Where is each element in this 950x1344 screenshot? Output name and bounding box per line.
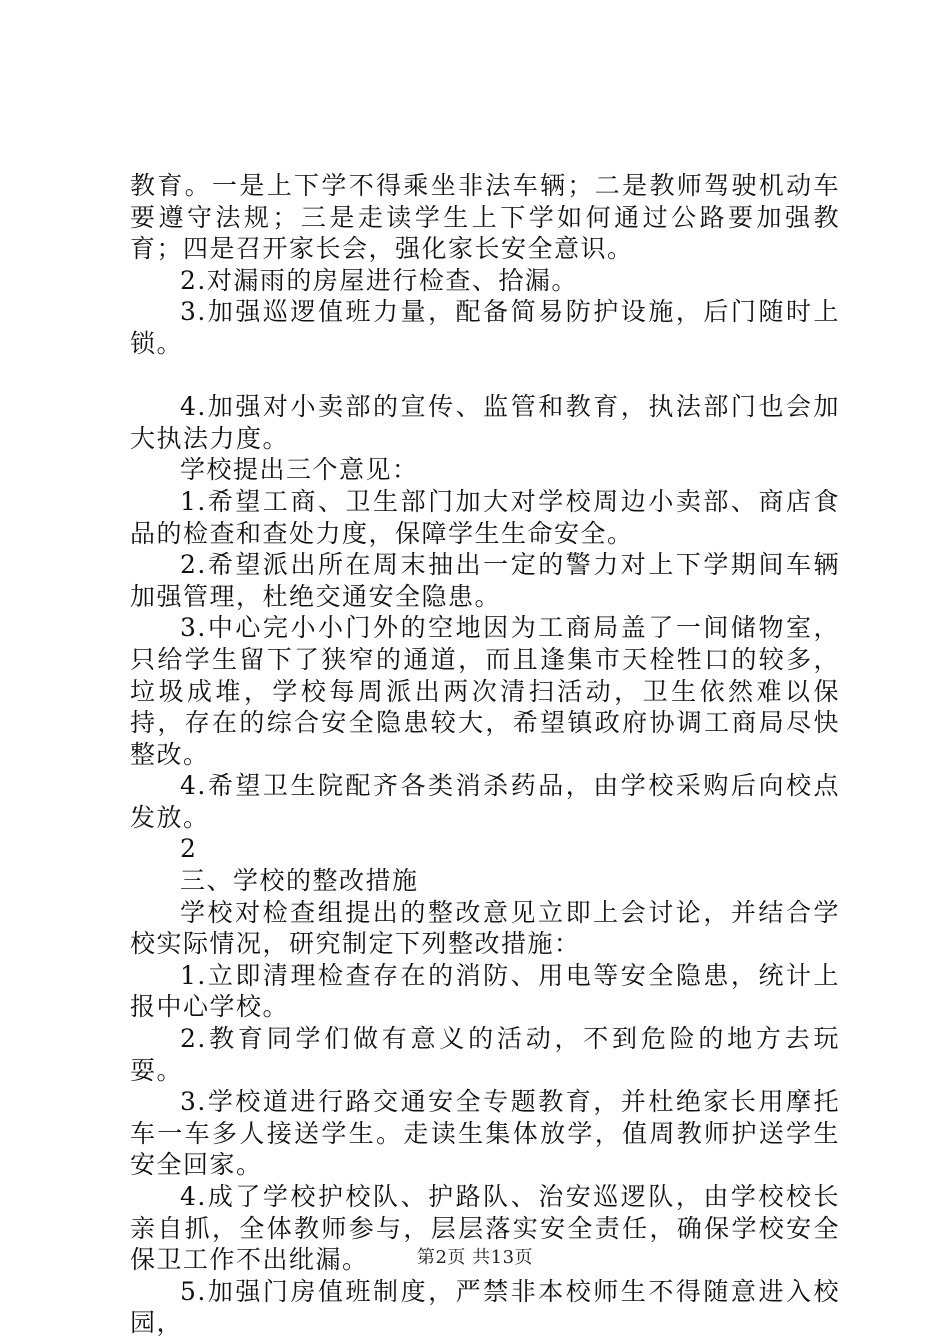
- paragraph-measure-5: 5.加强门房值班制度，严禁非本校师生不得随意进入校园，: [130, 1276, 840, 1338]
- paragraph-measure-1: 1.立即清理检查存在的消防、用电等安全隐患，统计上报中心学校。: [130, 960, 840, 1022]
- paragraph-rectification-intro: 学校对检查组提出的整改意见立即上会讨论，并结合学校实际情况，研究制定下列整改措施：: [130, 897, 840, 959]
- paragraph-measure-3: 3.学校道进行路交通安全专题教育，并杜绝家长用摩托车一车多人接送学生。走读生集体放学，值周教师护送学生安全回家。: [130, 1087, 840, 1180]
- document-body: [130, 170, 840, 1339]
- paragraph-opinion-1: 1.希望工商、卫生部门加大对学校周边小卖部、商店食品的检查和查处力度，保障学生生命安全。: [130, 486, 840, 548]
- paragraph-roof-repair: 2.对漏雨的房屋进行检查、拾漏。: [180, 265, 578, 295]
- paragraph-shop-supervision: 4.加强对小卖部的宣传、监管和教育，执法部门也会加大执法力度。: [130, 392, 840, 453]
- paragraph-school-opinions-heading: 学校提出三个意见：: [180, 455, 419, 485]
- paragraph-opinion-4: 4.希望卫生院配齐各类消杀药品，由学校采购后向校点发放。: [130, 771, 840, 832]
- paragraph-opinion-3: 3.中心完小小门外的空地因为工商局盖了一间储物室，只给学生留下了狭窄的通道，而且逢集市天栓牲口的较多，垃圾成堆，学校每周派出两次清扫活动，卫生依然难以保持，存在的综合安全隐患较大，希望镇政府协调工商局尽快整改。: [130, 613, 840, 769]
- paragraph-measure-4: 4.成了学校护校队、护路队、治安巡逻队，由学校校长亲自抓，全体教师参与，层层落实安全责任，确保学校安全保卫工作不出纰漏。: [130, 1182, 840, 1275]
- paragraph-education-items: 教育。一是上下学不得乘坐非法车辆；二是教师驾驶机动车要遵守法规；三是走读学生上下学如何通过公路要加强教育；四是召开家长会，强化家长安全意识。: [130, 171, 840, 264]
- paragraph-measure-2: 2.教育同学们做有意义的活动，不到危险的地方去玩耍。: [130, 1024, 840, 1085]
- page-footer: 第2页 共13页: [416, 1247, 534, 1268]
- paragraph-opinion-2: 2.希望派出所在周末抽出一定的警力对上下学期间车辆加强管理，杜绝交通安全隐患。: [130, 550, 840, 611]
- paragraph-patrol: 3.加强巡逻值班力量，配备简易防护设施，后门随时上锁。: [130, 297, 840, 358]
- paragraph-page-number: 2: [180, 834, 198, 864]
- section-heading-rectification: 三、学校的整改措施: [180, 866, 419, 896]
